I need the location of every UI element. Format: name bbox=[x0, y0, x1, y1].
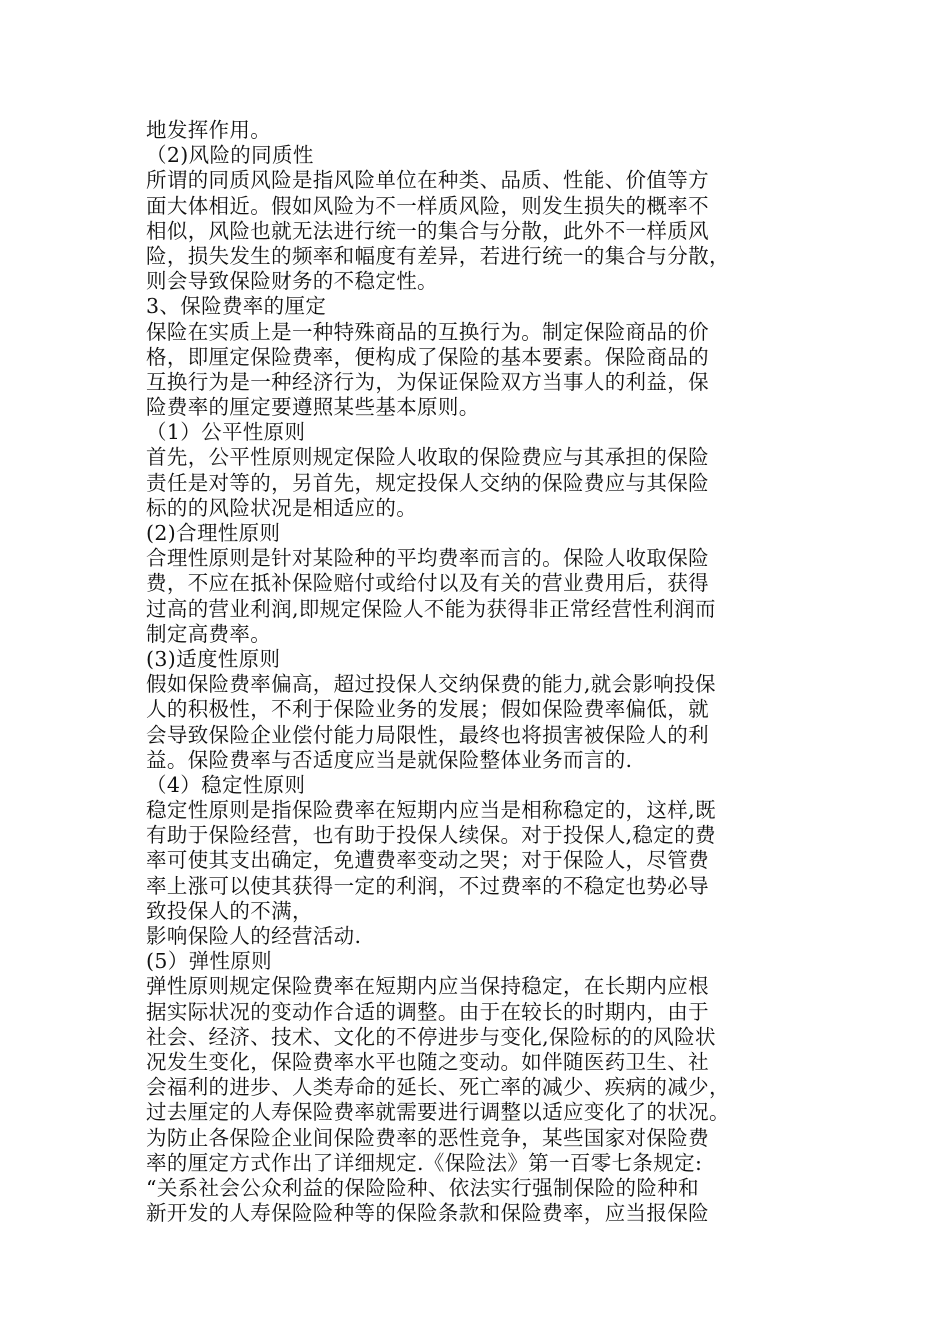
text-line: 相似，风险也就无法进行统一的集合与分散，此外不一样质风 bbox=[146, 218, 709, 243]
text-line: 率上涨可以使其获得一定的利润，不过费率的不稳定也势必导 bbox=[146, 873, 709, 898]
text-line: 新开发的人寿保险险种等的保险条款和保险费率，应当报保险 bbox=[146, 1201, 709, 1226]
text-line: 费，不应在抵补保险赔付或给付以及有关的营业费用后，获得 bbox=[146, 571, 709, 596]
text-line: 互换行为是一种经济行为，为保证保险双方当事人的利益，保 bbox=[146, 369, 709, 394]
text-line: 况发生变化，保险费率水平也随之变动。如伴随医药卫生、社 bbox=[146, 1049, 709, 1074]
text-line: 面大体相近。假如风险为不一样质风险，则发生损失的概率不 bbox=[146, 193, 709, 218]
text-line: 弹性原则规定保险费率在短期内应当保持稳定，在长期内应根 bbox=[146, 974, 709, 999]
text-line: 据实际状况的变动作合适的调整。由于在较长的时期内，由于 bbox=[146, 999, 709, 1024]
text-line: 人的积极性，不利于保险业务的发展；假如保险费率偏低，就 bbox=[146, 697, 709, 722]
section-heading: 3、保险费率的厘定 bbox=[146, 294, 327, 319]
text-line: 稳定性原则是指保险费率在短期内应当是相称稳定的，这样,既 bbox=[146, 798, 716, 823]
text-line: 标的的风险状况是相适应的。 bbox=[146, 495, 418, 520]
section-heading: （4）稳定性原则 bbox=[146, 772, 306, 797]
text-line: 制定高费率。 bbox=[146, 621, 272, 646]
text-line: 过去厘定的人寿保险费率就需要进行调整以适应变化了的状况。 bbox=[146, 1100, 730, 1125]
text-line: 为防止各保险企业间保险费率的恶性竞争，某些国家对保险费 bbox=[146, 1125, 709, 1150]
text-line: 险，损失发生的频率和幅度有差异，若进行统一的集合与分散， bbox=[146, 243, 730, 268]
text-line: 致投保人的不满， bbox=[146, 898, 313, 923]
text-line: 险费率的厘定要遵照某些基本原则。 bbox=[146, 395, 480, 420]
text-line: 首先，公平性原则规定保险人收取的保险费应与其承担的保险 bbox=[146, 445, 709, 470]
text-line: 益。保险费率与否适度应当是就保险整体业务而言的. bbox=[146, 747, 633, 772]
section-heading: （2)风险的同质性 bbox=[146, 143, 314, 168]
text-line: 过高的营业利润,即规定保险人不能为获得非正常经营性利润而 bbox=[146, 596, 716, 621]
text-line: 率可使其支出确定，免遭费率变动之哭；对于保险人，尽管费 bbox=[146, 848, 709, 873]
text-line: 会导致保险企业偿付能力局限性，最终也将损害被保险人的利 bbox=[146, 722, 709, 747]
text-line: 社会、经济、技术、文化的不停进步与变化,保险标的的风险状 bbox=[146, 1024, 716, 1049]
text-line: “关系社会公众利益的保险险种、依法实行强制保险的险种和 bbox=[146, 1175, 699, 1200]
section-heading: (3)适度性原则 bbox=[146, 646, 281, 671]
text-line: 所谓的同质风险是指风险单位在种类、品质、性能、价值等方 bbox=[146, 168, 709, 193]
text-line: 合理性原则是针对某险种的平均费率而言的。保险人收取保险 bbox=[146, 546, 709, 571]
text-line: 会福利的进步、人类寿命的延长、死亡率的减少、疾病的减少， bbox=[146, 1075, 730, 1100]
text-line: 地发挥作用。 bbox=[146, 118, 272, 142]
text-line: 有助于保险经营，也有助于投保人续保。对于投保人,稳定的费 bbox=[146, 823, 716, 848]
text-line: 格，即厘定保险费率，便构成了保险的基本要素。保险商品的 bbox=[146, 344, 709, 369]
section-heading: （1）公平性原则 bbox=[146, 420, 306, 445]
text-line: 责任是对等的，另首先，规定投保人交纳的保险费应与其保险 bbox=[146, 470, 709, 495]
text-line: 保险在实质上是一种特殊商品的互换行为。制定保险商品的价 bbox=[146, 319, 709, 344]
text-line: 率的厘定方式作出了详细规定.《保险法》第一百零七条规定: bbox=[146, 1150, 703, 1175]
text-line: 影响保险人的经营活动. bbox=[146, 924, 362, 948]
section-heading: (5）弹性原则 bbox=[146, 949, 272, 974]
text-line: 假如保险费率偏高，超过投保人交纳保费的能力,就会影响投保 bbox=[146, 672, 716, 697]
document-body bbox=[146, 118, 806, 1226]
text-line: 则会导致保险财务的不稳定性。 bbox=[146, 269, 438, 294]
section-heading: (2)合理性原则 bbox=[146, 521, 281, 545]
